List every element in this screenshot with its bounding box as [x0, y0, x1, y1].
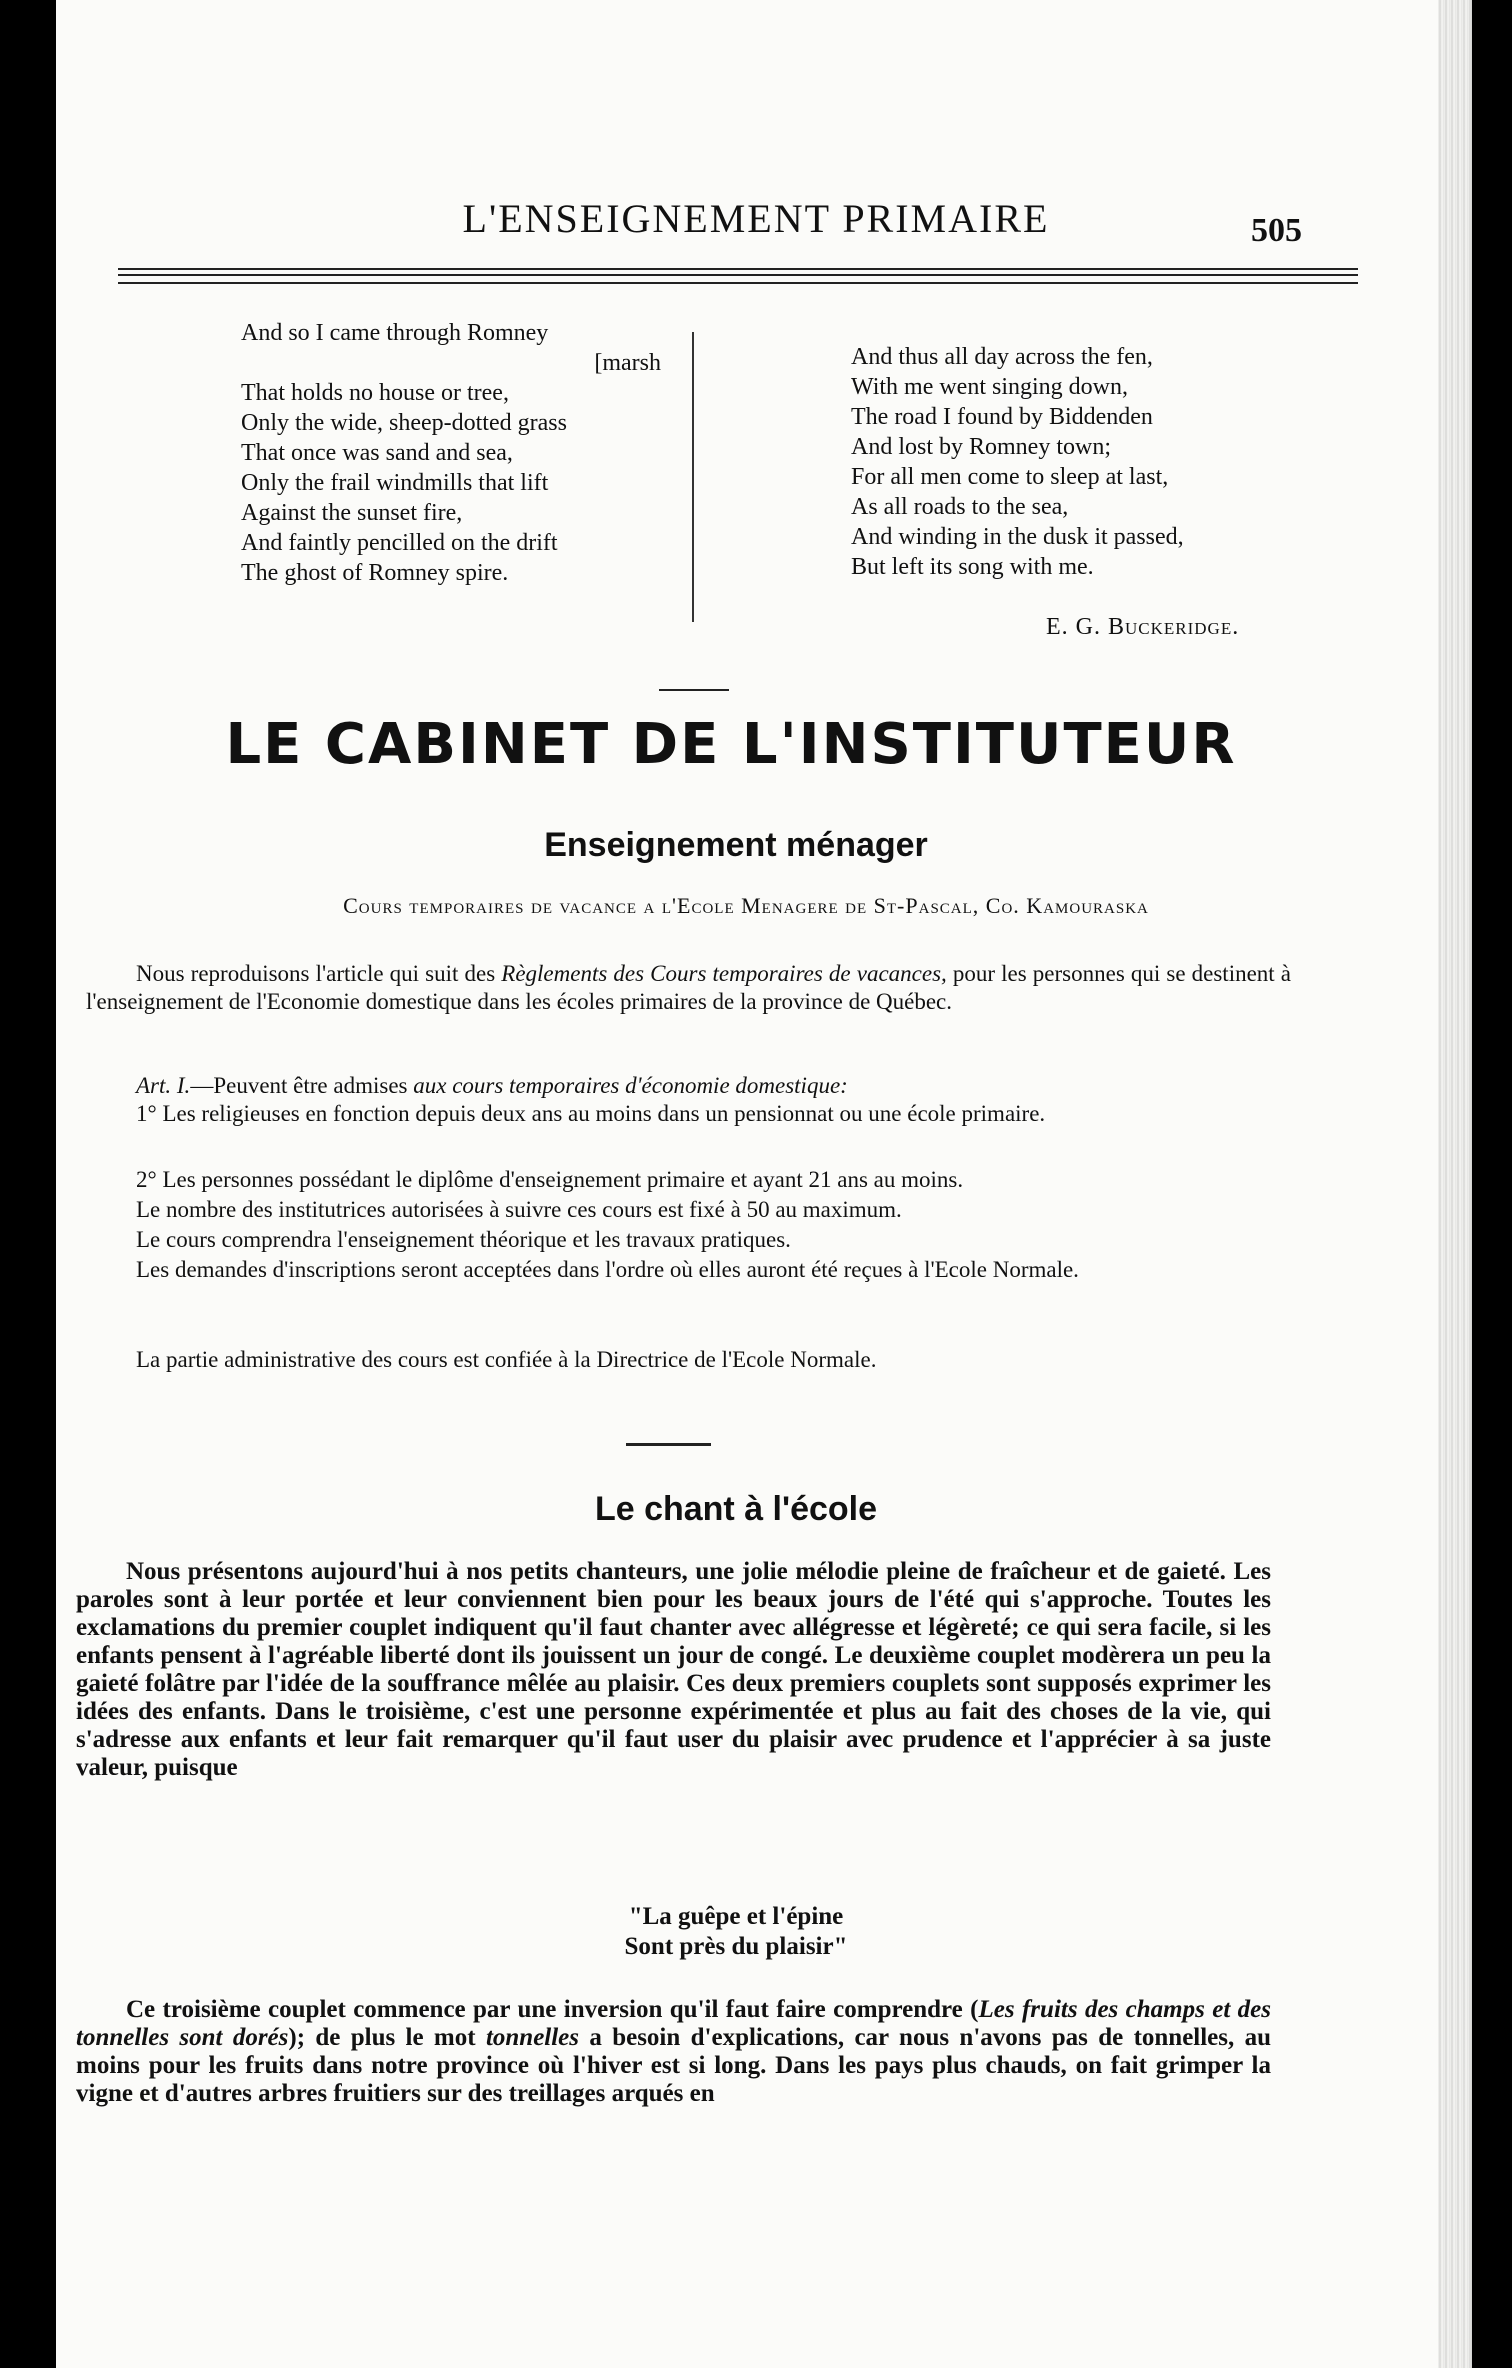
article-line: Les demandes d'inscriptions seront acceptées dans l'ordre où elles auront été reçues à l'Ecole Normale.	[136, 1257, 1079, 1282]
intro-text-end: pour les personnes qui se destinent à l'enseignement de l'Economie domestique dans les écoles primaires de la province de Québec.	[86, 961, 1291, 1014]
article-line: Le nombre des institutrices autorisées à suivre ces cours est fixé à 50 au maximum.	[136, 1197, 902, 1222]
header-rule-top	[118, 268, 1358, 270]
song-quote	[486, 1902, 986, 1962]
para2-italic: Les fruits des champs et des tonnelles sont dorés	[76, 1996, 1271, 2051]
poem-line: [marsh	[594, 350, 661, 376]
article-item: 1° Les religieuses en fonction depuis deux ans au moins dans un pensionnat ou une école primaire.	[136, 1101, 1046, 1126]
poem-line: For all men come to sleep at last,	[851, 464, 1169, 490]
article-italic-text: aux cours temporaires d'économie domestique:	[413, 1073, 848, 1098]
para2-italic-word: tonnelles	[485, 2024, 580, 2051]
running-header: L'ENSEIGNEMENT PRIMAIRE	[462, 196, 1050, 241]
quote-line: "La guêpe et l'épine	[628, 1903, 844, 1930]
para2-text-mid: ); de plus le mot	[288, 2024, 486, 2051]
intro-paragraph	[86, 960, 1291, 1016]
poem-line: Only the frail windmills that lift	[241, 470, 549, 496]
poem-line: And winding in the dusk it passed,	[851, 524, 1184, 550]
chant-paragraph-2	[76, 1996, 1271, 2108]
poem-signature: E. G. Buckeridge.	[1046, 614, 1240, 640]
poem-right-column	[851, 342, 1321, 582]
intro-text: Nous reproduisons l'article qui suit des	[136, 961, 502, 986]
poem-line: With me went singing down,	[851, 374, 1129, 400]
article-label: Art. I.	[136, 1073, 191, 1098]
article-item: 2° Les personnes possédant le diplôme d'enseignement primaire et ayant 21 ans au moins.	[136, 1167, 964, 1192]
chant-paragraph: Nous présentons aujourd'hui à nos petits chanteurs, une jolie mélodie pleine de fraîcheur et de gaieté. Les paroles sont à leur portée et leur conviennent bien pour les beaux jours de l'été qui s'approche. Toutes les exclamations du premier couplet indiquent qu'il faut chanter avec allégresse et légèreté; ce qui sera facile, si les enfants pensent à l'agréable liberté dont ils jouissent un jour de congé. Le deuxième couplet modèrera un peu la gaieté folâtre par l'idée de la souffrance mêlée au plaisir. Ces deux premiers couplets sont supposés exprimer les idées des enfants. Dans le troisième, c'est une personne expérimentée et plus au fait des choses de la vie, qui s'adresse aux enfants et leur fait remarquer qu'il faut user du plaisir avec prudence et l'apprécier à sa juste valeur, puisque	[76, 1558, 1271, 1781]
quote-line: Sont près du plaisir"	[624, 1933, 848, 1960]
poem-line: Against the sunset fire,	[241, 500, 463, 526]
poem-line: That holds no house or tree,	[241, 380, 509, 406]
para2-text-end: a besoin d'explications, car nous n'avons pas de tonnelles, au moins pour les fruits dans notre province où l'hiver est si long. Dans les pays plus chauds, on fait grimper la vigne et d'autres arbres fruitiers sur des treillages arqués en	[76, 2024, 1272, 2107]
section-separator	[626, 1443, 711, 1446]
section-title: LE CABINET DE L'INSTITUTEUR	[225, 712, 1237, 777]
section-separator	[659, 689, 729, 691]
poem-line: Only the wide, sheep-dotted grass	[241, 410, 567, 436]
para2-text: Ce troisième couplet commence par une inversion qu'il faut faire comprendre (	[126, 1996, 979, 2023]
poem-left-column	[241, 318, 671, 588]
article-line: Le cours comprendra l'enseignement théorique et les travaux pratiques.	[136, 1227, 791, 1252]
poem-line: And thus all day across the fen,	[851, 344, 1153, 370]
poem-line: The ghost of Romney spire.	[241, 560, 509, 586]
poem-column-divider	[692, 332, 694, 622]
poem-line: As all roads to the sea,	[851, 494, 1069, 520]
intro-italic-text: Règlements des Cours temporaires de vacances,	[501, 961, 947, 986]
poem-line: And faintly pencilled on the drift	[241, 530, 558, 556]
header-rule-double	[118, 274, 1358, 284]
course-heading: Cours temporaires de vacance a l'Ecole Menagere de St-Pascal, Co. Kamouraska	[343, 893, 1149, 918]
poem-line: But left its song with me.	[851, 554, 1094, 580]
poem-line: That once was sand and sea,	[241, 440, 513, 466]
article-paragraph	[86, 1072, 1291, 1100]
article-text: —Peuvent être admises	[190, 1073, 414, 1098]
poem-line: And lost by Romney town;	[851, 434, 1112, 460]
poem-line: The road I found by Biddenden	[851, 404, 1153, 430]
document-page	[56, 0, 1438, 2368]
section-subtitle: Enseignement ménager	[544, 826, 928, 864]
poem-line: And so I came through Romney	[241, 320, 549, 346]
page-number: 505	[1251, 212, 1302, 249]
page-edge	[1438, 0, 1472, 2368]
chant-title: Le chant à l'école	[594, 1490, 878, 1528]
article-line: La partie administrative des cours est confiée à la Directrice de l'Ecole Normale.	[136, 1347, 877, 1372]
